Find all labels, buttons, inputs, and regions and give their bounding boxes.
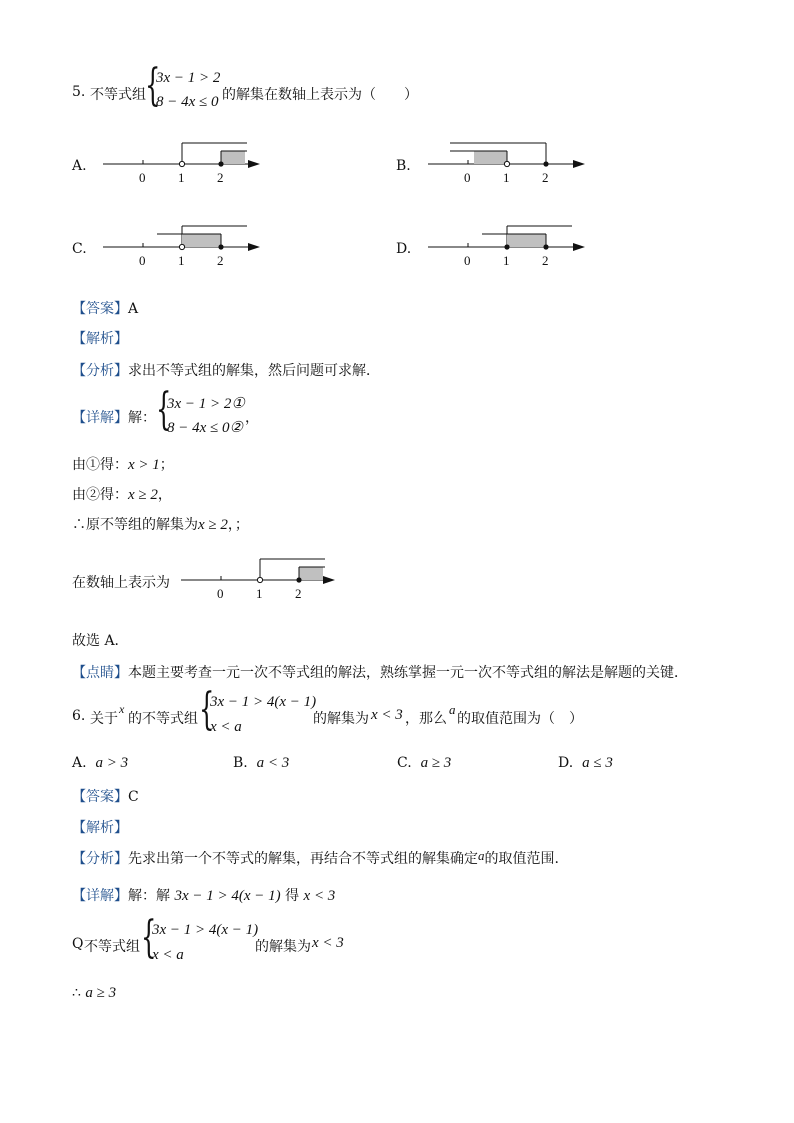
answer-value: C (128, 789, 139, 805)
question-number: 5. (72, 84, 86, 100)
option-letter: A. (72, 158, 87, 174)
solution-number-line (173, 552, 343, 604)
question-stem-3: 的解集为 (313, 711, 369, 727)
since-math: x < 3 (312, 935, 344, 951)
question-number: 6. (72, 708, 86, 724)
since-prefix: 不等式组 (84, 939, 140, 955)
choose-line: 故选 A． (72, 633, 129, 649)
svg-text:2: 2 (217, 170, 224, 185)
option-c: C. a ≥ 3 (397, 755, 452, 771)
number-line-a (95, 136, 265, 188)
system-line-1: 3x − 1 > 4(x − 1) (210, 694, 317, 710)
analysis-tag: 【解析】 (72, 820, 128, 836)
question-stem-5: 的取值范围为（ ） (457, 711, 583, 727)
svg-text:0: 0 (139, 253, 146, 268)
variable-x: x (119, 702, 125, 716)
svg-text:0: 0 (464, 253, 471, 268)
answer-tag: 【答案】 (72, 301, 128, 317)
fenxi-tag: 【分析】 (72, 851, 128, 867)
step-1: 由①得：x > 1； (72, 457, 174, 473)
detail-system-line-2: 8 − 4x ≤ 0② (167, 420, 243, 436)
detail-prefix: 解： (128, 410, 156, 426)
fenxi-line (72, 360, 380, 380)
option-d: D. a ≤ 3 (558, 755, 613, 771)
question-stem: 关于 (90, 711, 118, 727)
svg-text:1: 1 (178, 253, 185, 268)
answer-line (72, 786, 139, 806)
left-brace: { (156, 384, 172, 435)
system-line-2: x < a (210, 719, 242, 735)
svg-text:2: 2 (217, 253, 224, 268)
answer-value: A (128, 301, 139, 317)
system-line-2: 8 − 4x ≤ 0 (156, 94, 219, 110)
svg-text:0: 0 (217, 586, 224, 601)
analysis-tag: 【解析】 (72, 331, 128, 347)
therefore-line: ∴ a ≥ 3 (72, 985, 117, 1001)
since-system-line-1: 3x − 1 > 4(x − 1) (152, 922, 259, 938)
fenxi-tag: 【分析】 (72, 363, 128, 379)
since-system-line-2: x < a (152, 947, 184, 963)
since-suffix: 的解集为 (255, 939, 311, 955)
detail-tag: 【详解】 (72, 410, 128, 426)
option-letter: B. (396, 158, 411, 174)
question-stem: 不等式组 (90, 87, 146, 103)
option-b: B. a < 3 (233, 755, 290, 771)
svg-text:2: 2 (542, 170, 549, 185)
left-brace: { (141, 912, 157, 963)
svg-text:0: 0 (464, 170, 471, 185)
system-line-1: 3x − 1 > 2 (156, 70, 221, 86)
svg-text:0: 0 (139, 170, 146, 185)
detail-line (72, 407, 156, 427)
svg-text:1: 1 (178, 170, 185, 185)
answer-tag: 【答案】 (72, 789, 128, 805)
svg-text:1: 1 (503, 253, 510, 268)
svg-text:2: 2 (542, 253, 549, 268)
left-brace: { (145, 60, 161, 111)
svg-text:1: 1 (256, 586, 263, 601)
option-letter: C. (72, 241, 87, 257)
answer-line (72, 298, 138, 318)
question-stem-2: 的不等式组 (128, 711, 198, 727)
detail-suffix: ， (245, 410, 259, 426)
number-line-d (420, 219, 590, 271)
detail-tag: 【详解】 (72, 888, 128, 904)
fenxi-text: 求出不等式组的解集，然后问题可求解． (128, 363, 380, 379)
question-stem-4: ，那么 (405, 711, 447, 727)
detail-line: 【详解】解：解 3x − 1 > 4(x − 1) 得 x < 3 (72, 888, 336, 904)
option-letter: D. (396, 241, 412, 257)
variable-a: a (449, 702, 456, 717)
dianjing-tag: 【点睛】 (72, 665, 128, 681)
left-brace: { (199, 684, 215, 735)
question-stem-end: 的解集在数轴上表示为（ ） (222, 87, 418, 103)
fenxi-line: 【分析】先求出第一个不等式的解集，再结合不等式组的解集确定a的取值范围. (72, 848, 559, 867)
since-symbol: Q (72, 936, 84, 952)
step-2: 由②得：x ≥ 2， (72, 487, 172, 503)
svg-text:1: 1 (503, 170, 510, 185)
solution-set: x < 3 (371, 707, 403, 723)
svg-text:2: 2 (295, 586, 302, 601)
numline-label: 在数轴上表示为 (72, 575, 170, 591)
number-line-b (420, 136, 590, 188)
step-3: ∴原不等组的解集为x ≥ 2，； (72, 517, 249, 533)
dianjing-line (72, 662, 688, 682)
number-line-c (95, 219, 265, 271)
option-a: A. a > 3 (72, 755, 129, 771)
dianjing-text: 本题主要考查一元一次不等式组的解法，熟练掌握一元一次不等式组的解法是解题的关键． (128, 665, 688, 681)
detail-system-line-1: 3x − 1 > 2① (167, 396, 245, 412)
